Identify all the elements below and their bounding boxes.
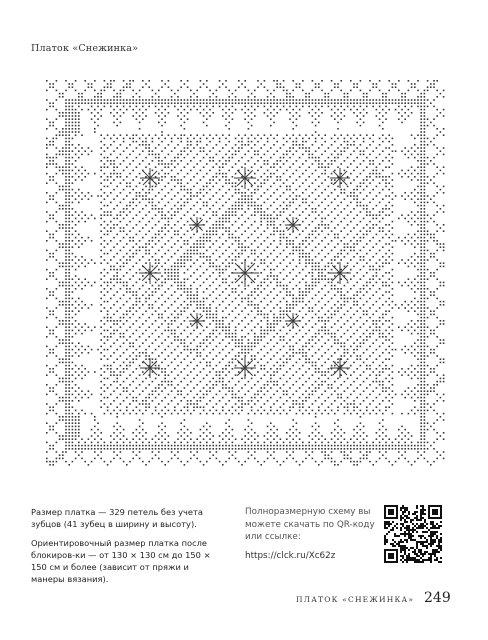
size-text: Размер платка — 329 петель без учета зубцов (41 зубец в ширину и высоту). bbox=[31, 507, 203, 529]
qr-code-icon[interactable] bbox=[384, 505, 442, 563]
page-header-title: Платок «Снежинка» bbox=[31, 43, 139, 54]
qr-description: Полноразмерную схему вы можете скачать по QR-коду или ссылке: bbox=[245, 507, 375, 542]
lace-pattern bbox=[46, 80, 444, 466]
footer-title: ПЛАТОК «СНЕЖИНКА» bbox=[296, 595, 415, 604]
size-info bbox=[31, 506, 221, 592]
page-number: 249 bbox=[424, 590, 451, 606]
download-link[interactable]: https://clck.ru/Xc62z bbox=[245, 550, 336, 561]
qr-info bbox=[245, 506, 375, 562]
shawl-lace-chart bbox=[40, 74, 450, 472]
lace-chart-svg bbox=[40, 74, 450, 472]
blocked-size-text: Ориентировочный размер платка после блокиров-ки — от 130 × 130 см до 150 × 150 см и более (зависит от пряжи и манеры вязания). bbox=[31, 538, 211, 584]
